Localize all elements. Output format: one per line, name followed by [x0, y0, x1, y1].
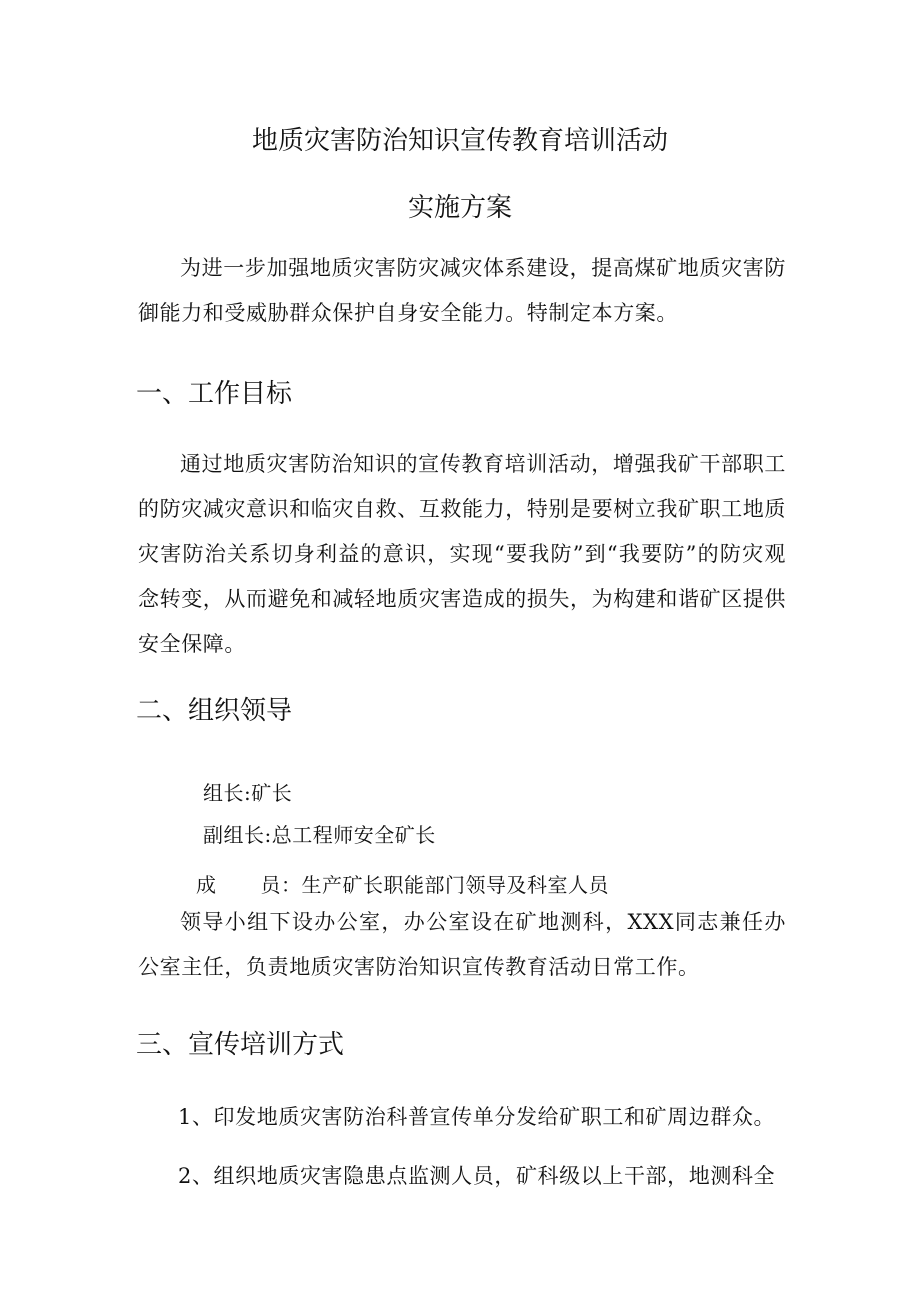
section-heading-work-goal: 一、工作目标 — [136, 379, 293, 409]
work-goal-paragraph: 通过地质灾害防治知识的宣传教育培训活动，增强我矿干部职工的防灾减灾意识和临灾自救、互救能力，特别是要树立我矿职工地质灾害防治关系切身利益的意识，实现“要我防”到“我要防”的防灾观念转变，从而避免和减轻地质灾害造成的损失，为构建和谐矿区提供安全保障。 — [138, 452, 786, 656]
training-method-item: 2、组织地质灾害隐患点监测人员，矿科级以上干部，地测科全 — [178, 1164, 776, 1188]
members-label-rest: 员：生产矿长职能部门领导及科室人员 — [260, 873, 609, 897]
intro-paragraph: 为进一步加强地质灾害防灾减灾体系建设，提高煤矿地质灾害防御能力和受威胁群众保护自身安全能力。特制定本方案。 — [138, 256, 786, 325]
document-title-line-2: 实施方案 — [407, 193, 512, 223]
deputy-leader-line: 副组长:总工程师安全矿长 — [203, 823, 436, 847]
office-paragraph: 领导小组下设办公室，办公室设在矿地测科，XXX同志兼任办公室主任，负责地质灾害防治知识宣传教育活动日常工作。 — [138, 910, 786, 979]
section-heading-organization: 二、组织领导 — [136, 696, 293, 726]
training-method-item: 1、印发地质灾害防治科普宣传单分发给矿职工和矿周边群众。 — [178, 1105, 776, 1129]
document-title-line-1: 地质灾害防治知识宣传教育培训活动 — [251, 126, 668, 156]
section-heading-training-methods: 三、宣传培训方式 — [136, 1030, 345, 1060]
members-label-first-char: 成 — [196, 873, 217, 897]
members-line — [196, 869, 609, 898]
team-leader-line: 组长:矿长 — [203, 781, 293, 805]
